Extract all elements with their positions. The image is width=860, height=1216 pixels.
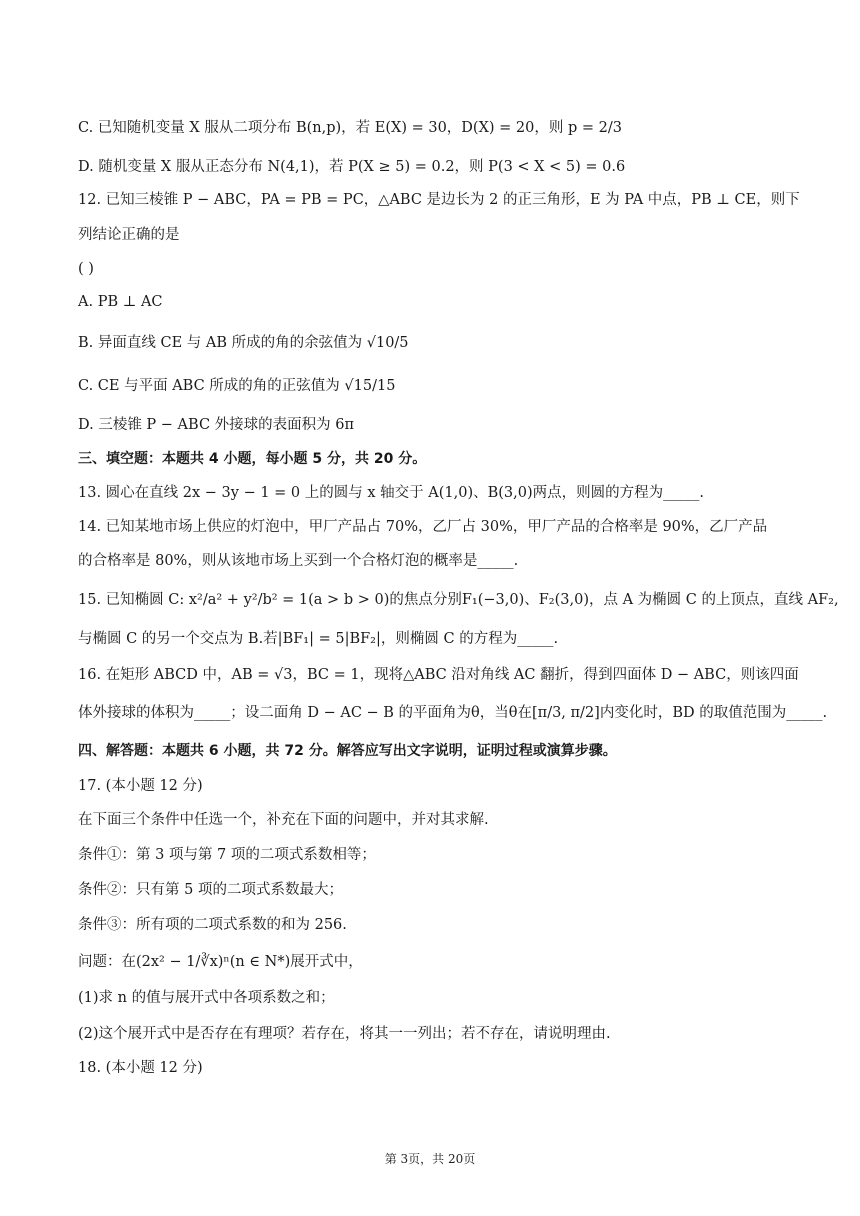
question-17-part-1: (1)求 n 的值与展开式中各项系数之和； bbox=[78, 990, 335, 1006]
condition-1: 条件①：第 3 项与第 7 项的二项式系数相等； bbox=[78, 847, 376, 863]
question-13: 13. 圆心在直线 2x − 3y − 1 = 0 上的圆与 x 轴交于 A(1,0)、B(3,0)两点，则圆的方程为_____. bbox=[78, 485, 704, 501]
q12-option-b: B. 异面直线 CE 与 AB 所成的角的余弦值为 √10/5 bbox=[78, 335, 409, 351]
question-14: 14. 已知某地市场上供应的灯泡中，甲厂产品占 70%，乙厂占 30%，甲厂产品的合格率是 90%，乙厂产品 bbox=[78, 519, 768, 535]
q12-option-d: D. 三棱锥 P − ABC 外接球的表面积为 6π bbox=[78, 417, 355, 433]
q12-option-a: A. PB ⊥ AC bbox=[78, 294, 163, 310]
q12-option-c: C. CE 与平面 ABC 所成的角的正弦值为 √15/15 bbox=[78, 378, 396, 394]
condition-3: 条件③：所有项的二项式系数的和为 256. bbox=[78, 917, 347, 933]
answer-bracket: ( ) bbox=[78, 261, 94, 277]
question-18-title: 18. (本小题 12 分) bbox=[78, 1060, 203, 1076]
option-d-normal: D. 随机变量 X 服从正态分布 N(4,1)，若 P(X ≥ 5) = 0.2，则 P(3 < X < 5) = 0.6 bbox=[78, 159, 626, 175]
question-17-problem: 问题：在(2x² − 1/∛x)ⁿ(n ∈ N*)展开式中， bbox=[78, 954, 363, 970]
question-15: 15. 已知椭圆 C: x²/a² + y²/b² = 1(a > b > 0)的焦点分别F₁(−3,0)、F₂(3,0)，点 A 为椭圆 C 的上顶点，直线 AF₂, bbox=[78, 592, 839, 608]
question-12-stem: 12. 已知三棱锥 P − ABC，PA = PB = PC，△ABC 是边长为 2 的正三角形，E 为 PA 中点，PB ⊥ CE，则下 bbox=[78, 192, 800, 208]
question-12-stem-cont: 列结论正确的是 bbox=[78, 227, 180, 243]
option-c-binomial: C. 已知随机变量 X 服从二项分布 B(n,p)，若 E(X) = 30，D(X) = 20，则 p = 2/3 bbox=[78, 120, 622, 136]
page-footer: 第 3页，共 20页 bbox=[384, 1152, 476, 1166]
section-fill-in-heading: 三、填空题：本题共 4 小题，每小题 5 分，共 20 分。 bbox=[78, 451, 427, 467]
question-16: 16. 在矩形 ABCD 中，AB = √3，BC = 1，现将△ABC 沿对角线 AC 翻折，得到四面体 D − ABC，则该四面 bbox=[78, 667, 799, 683]
question-14-cont: 的合格率是 80%，则从该地市场上买到一个合格灯泡的概率是_____. bbox=[78, 553, 519, 569]
question-17-title: 17. (本小题 12 分) bbox=[78, 778, 203, 794]
question-17-part-2: (2)这个展开式中是否存在有理项？若存在，将其一一列出；若不存在，请说明理由. bbox=[78, 1026, 611, 1042]
question-15-cont: 与椭圆 C 的另一个交点为 B.若|BF₁| = 5|BF₂|，则椭圆 C 的方程为_____. bbox=[78, 631, 559, 647]
question-17-intro: 在下面三个条件中任选一个，补充在下面的问题中，并对其求解. bbox=[78, 812, 489, 828]
question-16-cont: 体外接球的体积为_____；设二面角 D − AC − B 的平面角为θ，当θ在[π/3, π/2]内变化时，BD 的取值范围为_____. bbox=[78, 705, 828, 721]
condition-2: 条件②：只有第 5 项的二项式系数最大； bbox=[78, 882, 343, 898]
section-solution-heading: 四、解答题：本题共 6 小题，共 72 分。解答应写出文字说明，证明过程或演算步骤。 bbox=[78, 743, 617, 759]
